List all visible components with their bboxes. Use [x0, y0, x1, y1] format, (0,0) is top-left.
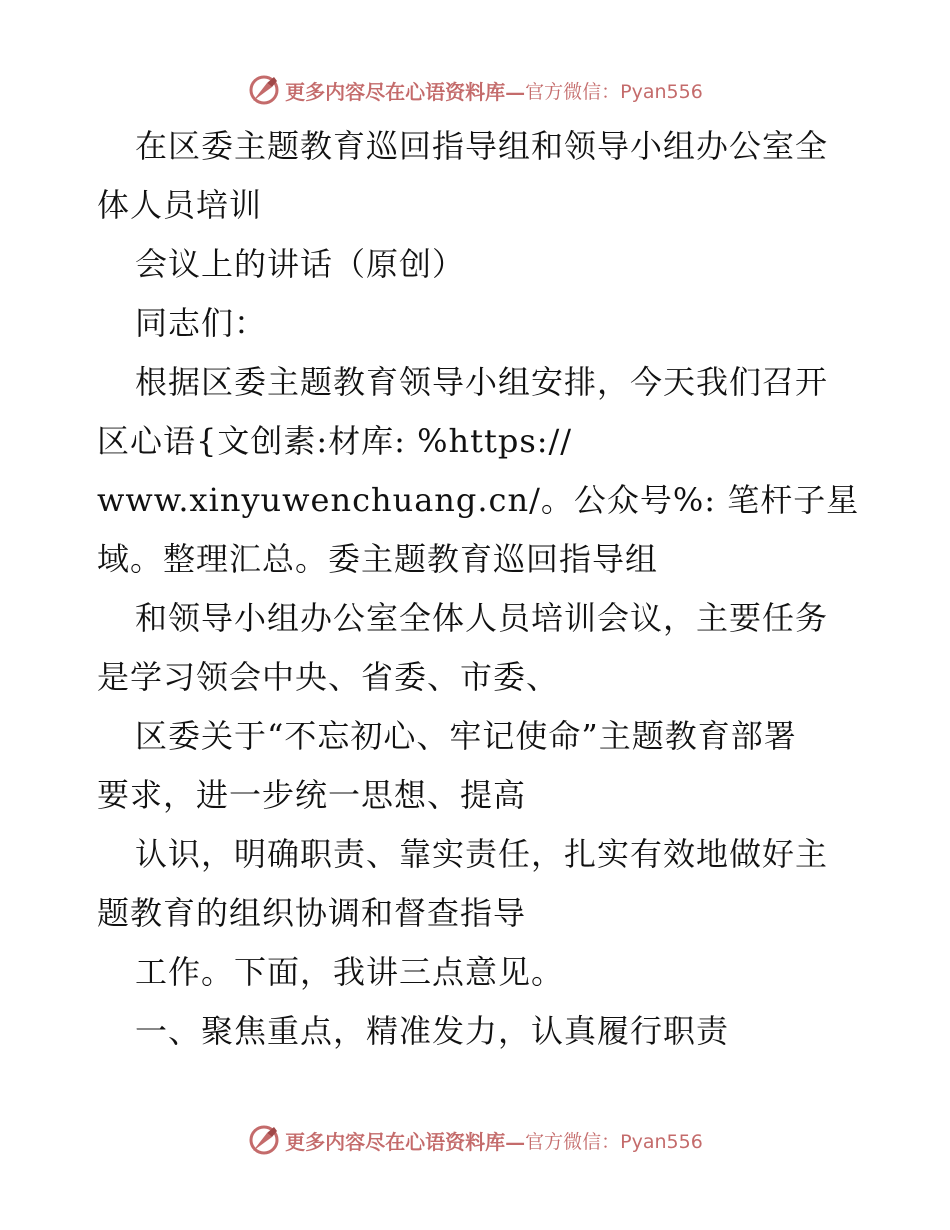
- title-line-3: 会议上的讲话（原创）: [135, 245, 466, 283]
- paragraph-line: 要求，进一步统一思想、提高: [97, 776, 527, 814]
- paragraph-line: 域。整理汇总。委主题教育巡回指导组: [97, 540, 659, 578]
- section-heading: 一、聚焦重点，精准发力，认真履行职责: [135, 1012, 730, 1050]
- paragraph-line: 区心语{文创素:材库: %https://: [97, 422, 573, 460]
- salutation: 同志们：: [135, 304, 268, 342]
- title-line-1: 在区委主题教育巡回指导组和领导小组办公室全: [135, 127, 829, 165]
- paragraph-line: 工作。下面，我讲三点意见。: [135, 953, 565, 991]
- footer-banner: [0, 1120, 950, 1160]
- pen-nib-logo-icon: [247, 73, 281, 107]
- header-banner: [0, 70, 950, 110]
- paragraph-line: 是学习领会中央、省委、市委、: [97, 658, 560, 696]
- paragraph-line: 和领导小组办公室全体人员培训会议，主要任务: [135, 599, 829, 637]
- paragraph-line: 认识，明确职责、靠实责任，扎实有效地做好主: [135, 835, 829, 873]
- paragraph-line: 题教育的组织协调和督查指导: [97, 894, 527, 932]
- paragraph-line: www.xinyuwenchuang.cn/。公众号%: 笔杆子星: [97, 481, 860, 519]
- document-body: [97, 117, 860, 1061]
- banner-wechat: 官方微信：Pyan556: [525, 80, 703, 103]
- banner-text: 更多内容尽在心语资料库—: [285, 79, 526, 104]
- banner-wechat: 官方微信：Pyan556: [525, 1130, 703, 1153]
- banner-text: 更多内容尽在心语资料库—: [285, 1129, 526, 1154]
- paragraph-line: 区委关于“不忘初心、牢记使命”主题教育部署: [135, 717, 797, 755]
- paragraph-line: 根据区委主题教育领导小组安排，今天我们召开: [135, 363, 829, 401]
- pen-nib-logo-icon: [247, 1123, 281, 1157]
- title-line-2: 体人员培训: [97, 186, 263, 224]
